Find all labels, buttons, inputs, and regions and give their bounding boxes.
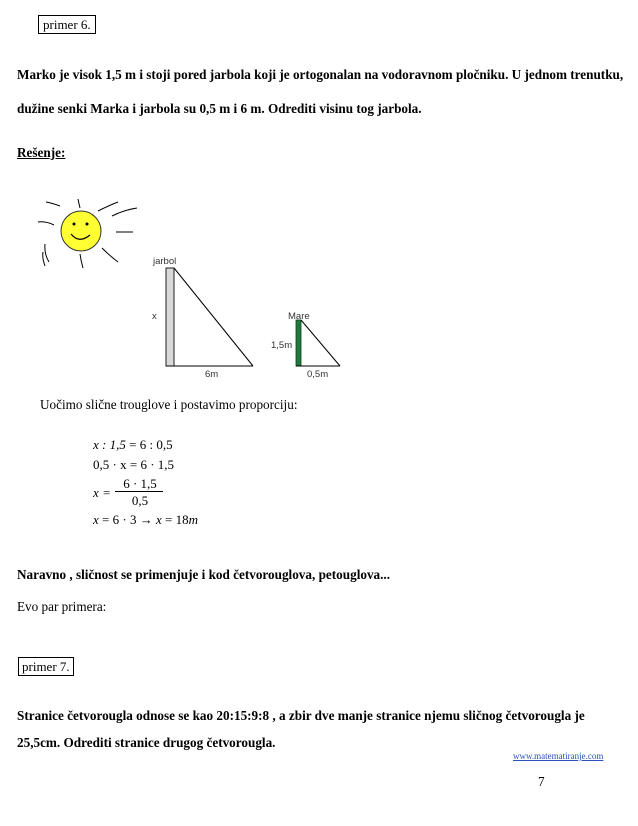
pole-rect [166, 268, 174, 366]
example-7-problem-line-2: 25,5cm. Odrediti stranice drugog četvorougla. [17, 735, 276, 750]
person-sun-ray [301, 320, 340, 366]
person-rect [296, 320, 301, 366]
eq2-lhs: 0,5 · x [93, 457, 127, 472]
eq4-result-var: x [155, 512, 162, 527]
shadow-diagram [0, 180, 638, 385]
eq4-unit: m [188, 512, 198, 527]
eq1-rhs: 6 : 0,5 [139, 437, 173, 452]
equation-2: 0,5 · x = 6 · 1,5 [93, 457, 175, 472]
page-number: 7 [538, 774, 545, 789]
equation-1: x : 1,5 = 6 : 0,5 [93, 437, 173, 452]
eq1-lhs: x : 1,5 [93, 437, 126, 452]
example-7-problem-line-1: Stranice četvorougla odnose se kao 20:15:9:8 , a zbir dve manje stranice njemu sličnog četvorougla je [17, 708, 585, 723]
pole-label: jarbol [153, 256, 177, 267]
example-7-label: primer 7. [18, 657, 74, 676]
person-shadow-label: 0,5m [307, 369, 329, 380]
eq3-denominator: 0,5 [131, 493, 149, 508]
eq2-rhs: 6 · 1,5 [140, 457, 175, 472]
solution-heading: Rešenje: [17, 145, 66, 160]
arrow-icon: → [139, 512, 156, 527]
eq3-lhs: x [93, 485, 99, 500]
pole-shadow-label: 6m [205, 369, 219, 380]
equation-4: x = 6 · 3 → x = 18m [93, 512, 198, 527]
fraction-bar [115, 491, 163, 492]
examples-intro: Evo par primera: [17, 599, 107, 614]
website-link[interactable]: www.matematiranje.com [513, 751, 604, 761]
eq4-lhs: x [93, 512, 99, 527]
example-6-label: primer 6. [38, 15, 96, 34]
eq4-mid: 6 · 3 [112, 512, 137, 527]
person-height-label: 1,5m [271, 340, 293, 351]
person-label: Mare [288, 311, 310, 322]
pole-height-label: x [152, 311, 157, 322]
example-6-problem-line-1: Marko je visok 1,5 m i stoji pored jarbola koji je ortogonalan na vodoravnom pločniku. U jednom trenutku, [17, 67, 624, 82]
pole-sun-ray [174, 268, 253, 366]
example-6-problem-line-2: dužine senki Marka i jarbola su 0,5 m i 6 m. Odrediti visinu tog jarbola. [17, 101, 422, 116]
eq3-numerator: 6 · 1,5 [123, 476, 157, 491]
sun-icon [38, 199, 137, 268]
solution-intro: Uočimo slične trouglove i postavimo proporciju: [40, 397, 298, 412]
similarity-note: Naravno , sličnost se primenjuje i kod četvorouglova, petouglova... [17, 567, 391, 582]
eq4-result: 18 [175, 512, 189, 527]
